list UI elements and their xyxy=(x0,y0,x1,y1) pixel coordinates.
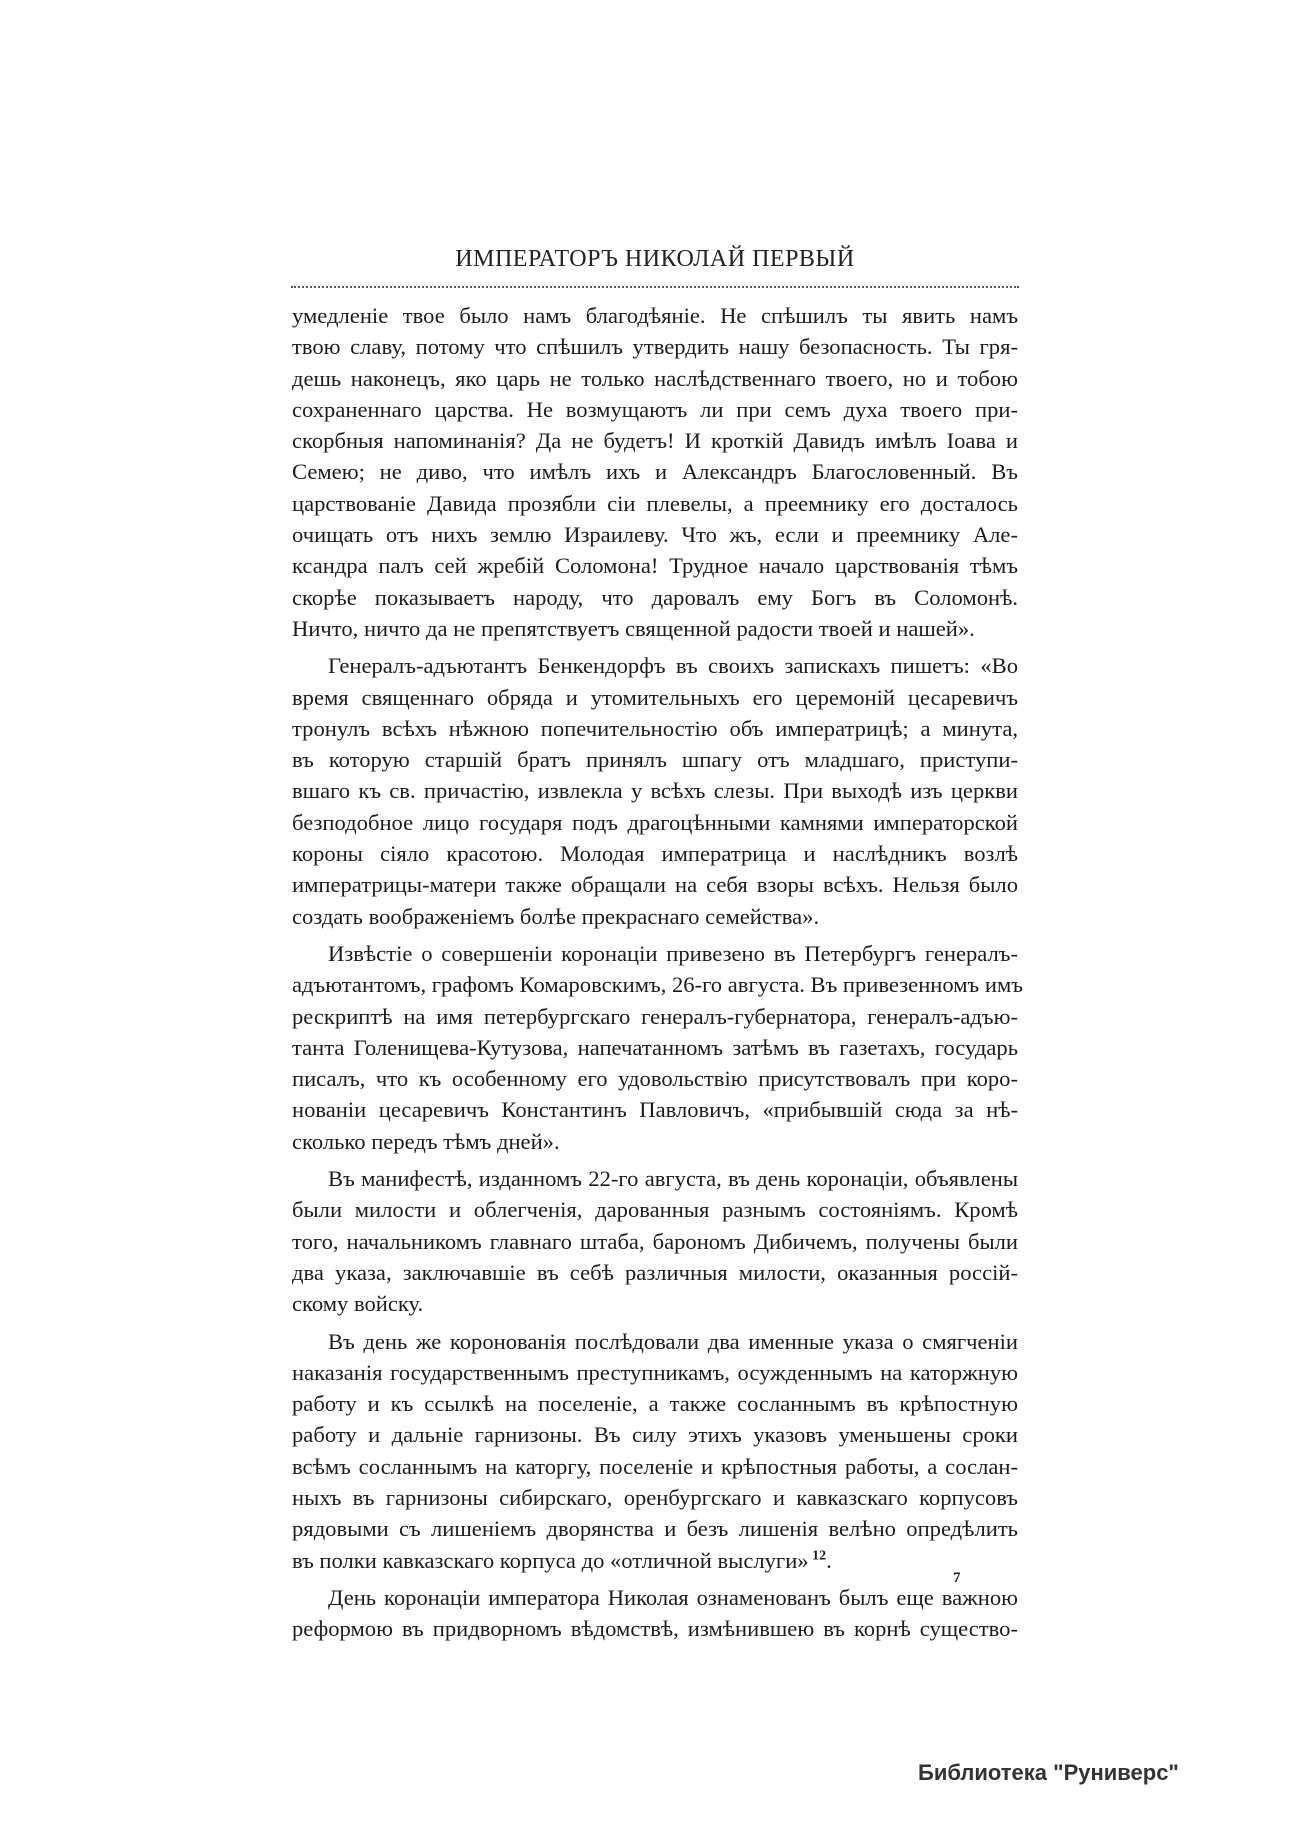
text-line: Въ манифестѣ, изданномъ 22-го августа, въ день коронаціи, объявлены xyxy=(328,1166,1018,1192)
text-line: императрицы-матери также обращали на себя взоры всѣхъ. Нельзя было xyxy=(292,872,1018,898)
text-line: реформою въ придворномъ вѣдомствѣ, измѣнившею въ корнѣ существо- xyxy=(292,1616,1018,1642)
text-line: сколько передъ тѣмъ дней». xyxy=(292,1128,560,1154)
text-line: писалъ, что къ особенному его удовольствію присутствовалъ при коро- xyxy=(292,1066,1018,1092)
text-line: создать воображеніемъ болѣе прекраснаго семейства». xyxy=(292,903,820,929)
text-line: всѣмъ сосланнымъ на каторгу, поселеніе и крѣпостныя работы, а сослан- xyxy=(292,1453,1018,1479)
text-line: въ полки кавказскаго корпуса до «отличной выслуги» $^{12}$. xyxy=(292,1547,832,1573)
text-line: нованіи цесаревичъ Константинъ Павловичъ, «прибывшій сюда за нѣ- xyxy=(292,1097,1018,1123)
paragraph xyxy=(292,1163,1018,1319)
text-line: умедленіе твое было намъ благодѣяніе. Не спѣшилъ ты явить намъ xyxy=(292,303,1018,328)
text-line: Семею; не диво, что имѣлъ ихъ и Александръ Благословенный. Въ xyxy=(292,459,1018,485)
text-line: въ которую старшій братъ принялъ шпагу отъ младшаго, приступи- xyxy=(292,747,1018,773)
text-line: адъютантомъ, графомъ Комаровскимъ, 26-го августа. Въ привезенномъ имъ xyxy=(292,972,1023,998)
text-line: ныхъ въ гарнизоны сибирскаго, оренбургскаго и кавказскаго корпусовъ xyxy=(292,1484,1018,1510)
library-watermark: Библиотека "Руниверс" xyxy=(918,1760,1179,1785)
footnote-tail: . xyxy=(826,1547,832,1573)
text-line: наказанія государственнымъ преступникамъ, осужденнымъ на каторжную xyxy=(292,1359,1018,1385)
paragraph xyxy=(292,650,1018,932)
text-line: Ничто, ничто да не препятствуетъ священной радости твоей и нашей». xyxy=(292,615,975,641)
text-line: были милости и облегченія, дарованныя разнымъ состояніямъ. Кромѣ xyxy=(292,1197,1018,1223)
text-line: того, начальникомъ главнаго штаба, барономъ Дибичемъ, получены были xyxy=(292,1228,1018,1254)
text-line: два указа, заключавшіе въ себѣ различныя милости, оказанныя россій- xyxy=(292,1259,1018,1285)
text-line: тронулъ всѣхъ нѣжною попечительностію объ императрицѣ; а минута, xyxy=(292,715,1018,741)
header-rule xyxy=(291,286,1019,288)
paragraph xyxy=(292,1582,1018,1645)
text-line: рядовыми съ лишеніемъ дворянства и безъ лишенія велѣно опредѣлить xyxy=(292,1516,1018,1542)
text-line: рескриптѣ на имя петербургскаго генералъ-губернатора, генералъ-адъю- xyxy=(292,1003,1018,1029)
text-line: ксандра палъ сей жребій Соломона! Трудное начало царствованія тѣмъ xyxy=(292,553,1018,579)
text-line: Извѣстіе о совершеніи коронаціи привезено въ Петербургъ генералъ- xyxy=(328,940,1018,966)
text-line: время священнаго обряда и утомительныхъ его церемоній цесаревичъ xyxy=(292,684,1018,710)
text-line: День коронаціи императора Николая ознаменованъ былъ еще важною xyxy=(328,1584,1018,1610)
paragraph xyxy=(292,300,1018,644)
text-line: вшаго къ св. причастію, извлекла у всѣхъ слезы. При выходѣ изъ церкви xyxy=(292,778,1018,804)
text-line: очищать отъ нихъ землю Израилеву. Что жъ, если и преемнику Але- xyxy=(292,522,1018,548)
paragraph xyxy=(292,938,1023,1157)
paragraph xyxy=(292,1326,1018,1576)
text-line: скорѣе показываетъ народу, что даровалъ ему Богъ въ Соломонѣ. xyxy=(292,584,1018,610)
text-line: царствованіе Давида прозябли сіи плевелы, а преемнику его досталось xyxy=(292,490,1018,516)
text-line: работу и къ ссылкѣ на поселеніе, а также сосланнымъ въ крѣпостную xyxy=(292,1391,1018,1417)
text-line: танта Голенищева-Кутузова, напечатанномъ затѣмъ въ газетахъ, государь xyxy=(292,1034,1018,1060)
text-line: работу и дальніе гарнизоны. Въ силу этихъ указовъ уменьшены сроки xyxy=(292,1422,1018,1448)
page-number: 7 xyxy=(953,1570,961,1586)
text-line: дешь наконецъ, яко царь не только наслѣдственнаго твоего, но и тобою xyxy=(292,365,1018,391)
text-line: скорбныя напоминанія? Да не будетъ! И кроткій Давидъ имѣлъ Іоава и xyxy=(292,428,1018,454)
text-line: скому войску. xyxy=(292,1291,424,1317)
text-line: Генералъ-адъютантъ Бенкендорфъ въ своихъ запискахъ пишетъ: «Во xyxy=(328,653,1018,679)
running-title: ИМПЕРАТОРЪ НИКОЛАЙ ПЕРВЫЙ xyxy=(455,246,855,272)
footnote-reference[interactable]: 12 xyxy=(808,1548,827,1564)
text-line: сохраненнаго царства. Не возмущаютъ ли при семъ духа твоего при- xyxy=(292,396,1018,422)
text-line: твою славу, потому что спѣшилъ утвердить нашу безопасность. Ты гря- xyxy=(292,334,1018,360)
text-line: безподобное лицо государя подъ драгоцѣнными камнями императорской xyxy=(292,809,1018,835)
body-text xyxy=(292,300,1023,1650)
text-line: короны сіяло красотою. Молодая императрица и наслѣдникъ возлѣ xyxy=(292,841,1018,867)
text-line: Въ день же коронованія послѣдовали два именные указа о смягченіи xyxy=(328,1328,1018,1354)
